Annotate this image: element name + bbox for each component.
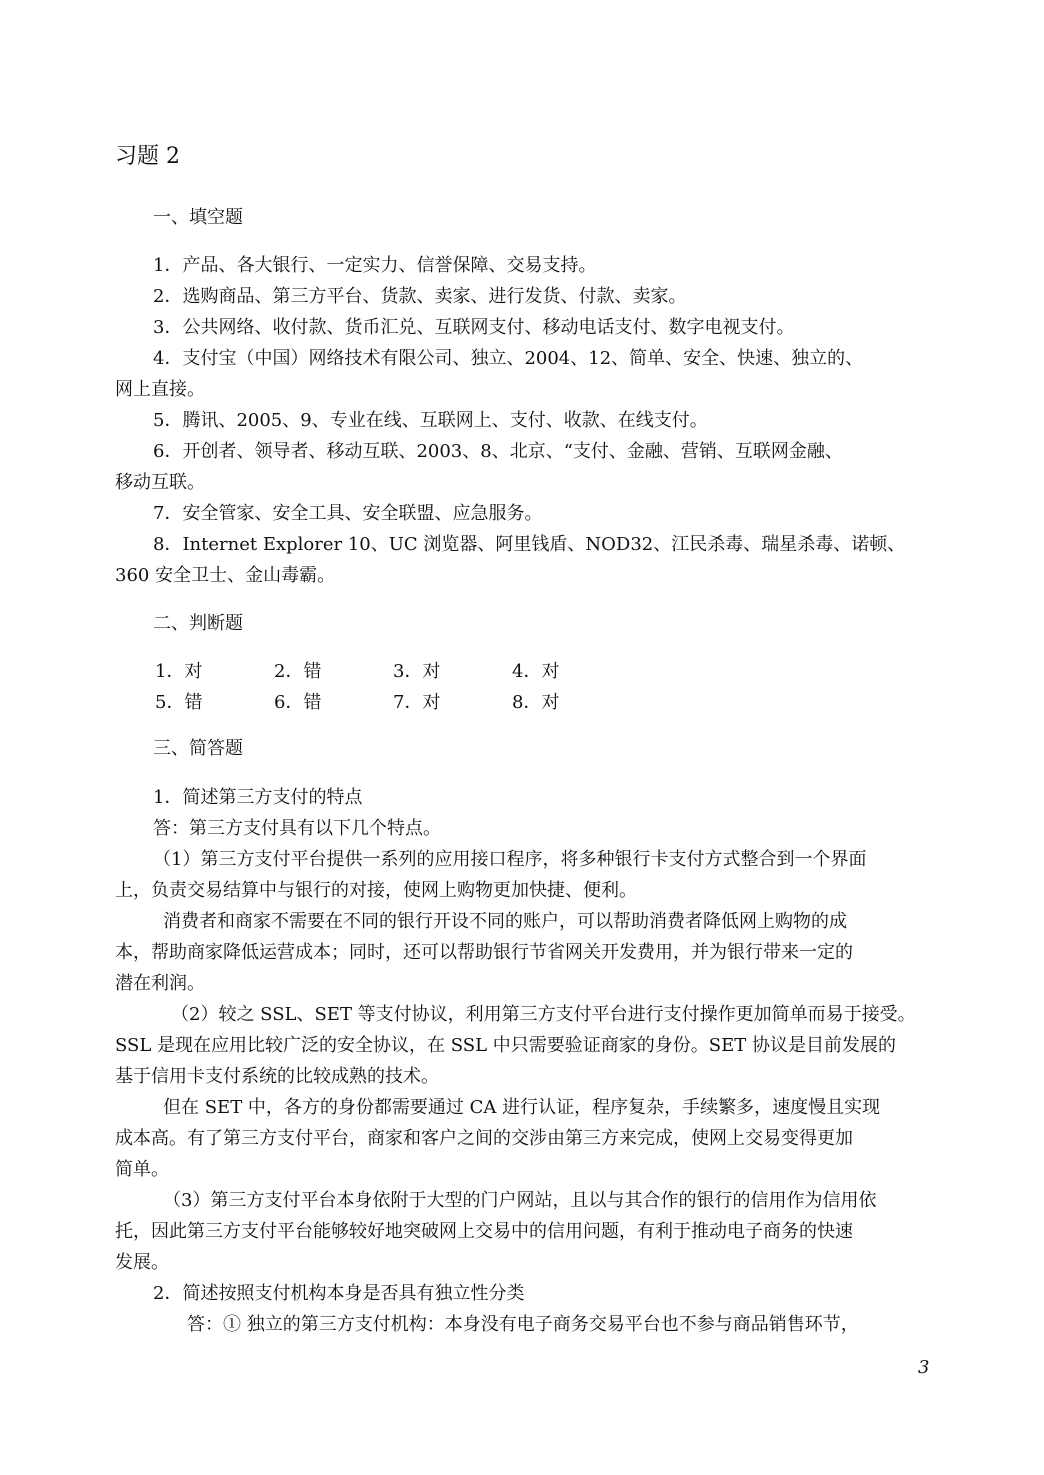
judge-answers: [155, 656, 631, 718]
short-line: 但在 SET 中，各方的身份都需要通过 CA 进行认证，程序复杂，手续繁多，速度慢且实现: [163, 1097, 881, 1118]
judge-cell: 8．对: [512, 692, 560, 713]
fill-line: 1．产品、各大银行、一定实力、信誉保障、交易支持。: [153, 255, 597, 276]
judge-cell: 3．对: [393, 661, 441, 682]
short-answers: [115, 782, 950, 1340]
short-line: 2．简述按照支付机构本身是否具有独立性分类: [153, 1283, 525, 1304]
judge-cell: 6．错: [274, 692, 322, 713]
short-line: 答：① 独立的第三方支付机构：本身没有电子商务交易平台也不参与商品销售环节，: [187, 1314, 859, 1335]
short-line: SSL 是现在应用比较广泛的安全协议，在 SSL 中只需要验证商家的身份。SET 协议是目前发展的: [115, 1035, 896, 1056]
judge-cell: 4．对: [512, 661, 560, 682]
page-number: 3: [918, 1357, 930, 1378]
short-line: 消费者和商家不需要在不同的银行开设不同的账户，可以帮助消费者降低网上购物的成: [163, 911, 847, 932]
fill-line: 3．公共网络、收付款、货币汇兑、互联网支付、移动电话支付、数字电视支付。: [153, 317, 795, 338]
short-line: 成本高。有了第三方支付平台，商家和客户之间的交涉由第三方来完成，使网上交易变得更加: [115, 1128, 853, 1149]
fill-line: 360 安全卫士、金山毒霸。: [115, 565, 336, 586]
short-line: 基于信用卡支付系统的比较成熟的技术。: [115, 1066, 439, 1087]
fill-line: 5．腾讯、2005、9、专业在线、互联网上、支付、收款、在线支付。: [153, 410, 708, 431]
fill-line: 4．支付宝（中国）网络技术有限公司、独立、2004、12、简单、安全、快速、独立的、: [153, 348, 864, 369]
section-heading-fill: 一、填空题: [153, 207, 243, 228]
judge-row: [155, 687, 631, 718]
exercise-title: 习题 2: [115, 144, 180, 169]
short-line: （3）第三方支付平台本身依附于大型的门户网站，且以与其合作的银行的信用作为信用依: [163, 1190, 877, 1211]
fill-line: 8．Internet Explorer 10、UC 浏览器、阿里钱盾、NOD32、江民杀毒、瑞星杀毒、诺顿、: [153, 534, 906, 555]
judge-cell: 5．错: [155, 692, 203, 713]
short-line: 简单。: [115, 1159, 169, 1180]
fill-line: 6．开创者、领导者、移动互联、2003、8、北京、“支付、金融、营销、互联网金融、: [153, 441, 843, 462]
judge-cell: 2．错: [274, 661, 322, 682]
short-line: （2）较之 SSL、SET 等支付协议，利用第三方支付平台进行支付操作更加简单而易于接受。: [171, 1004, 916, 1025]
short-line: 答：第三方支付具有以下几个特点。: [153, 818, 441, 839]
fill-line: 7．安全管家、安全工具、安全联盟、应急服务。: [153, 503, 543, 524]
judge-cell: 7．对: [393, 692, 441, 713]
section-heading-short: 三、简答题: [153, 738, 243, 759]
fill-line: 移动互联。: [115, 472, 205, 493]
short-line: 本，帮助商家降低运营成本；同时，还可以帮助银行节省网关开发费用，并为银行带来一定的: [115, 942, 853, 963]
section-heading-judge: 二、判断题: [153, 613, 243, 634]
short-line: 上，负责交易结算中与银行的对接，使网上购物更加快捷、便利。: [115, 880, 637, 901]
short-line: 托，因此第三方支付平台能够较好地突破网上交易中的信用问题，有利于推动电子商务的快速: [115, 1221, 853, 1242]
judge-cell: 1．对: [155, 661, 203, 682]
fill-line: 网上直接。: [115, 379, 205, 400]
short-line: 潜在利润。: [115, 973, 205, 994]
short-line: （1）第三方支付平台提供一系列的应用接口程序，将多种银行卡支付方式整合到一个界面: [153, 849, 867, 870]
short-line: 1．简述第三方支付的特点: [153, 787, 363, 808]
fill-line: 2．选购商品、第三方平台、货款、卖家、进行发货、付款、卖家。: [153, 286, 687, 307]
fill-answers: [115, 250, 950, 591]
short-line: 发展。: [115, 1252, 169, 1273]
judge-row: [155, 656, 631, 687]
